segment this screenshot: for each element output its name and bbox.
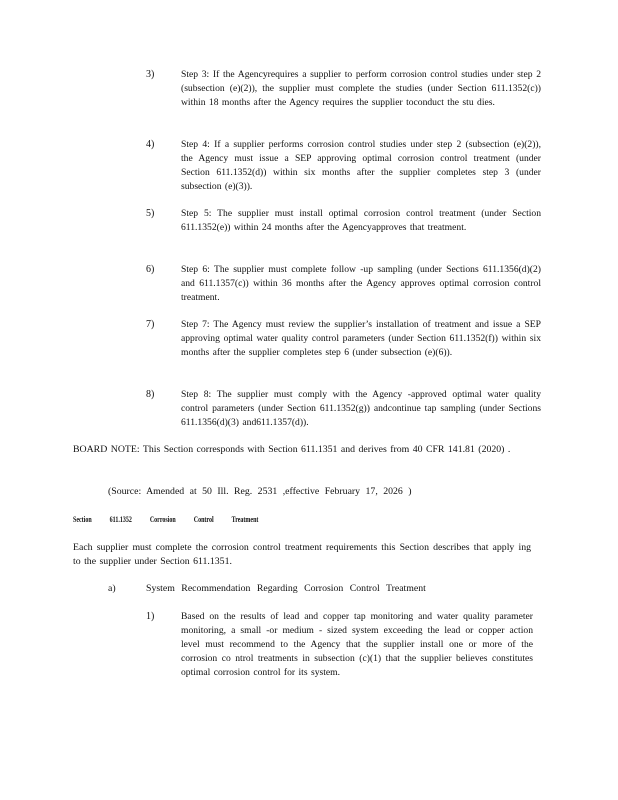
step-text: Step 8: The supplier must comply with the Agency -approved optimal water quality control parameters (under Section 611.1352(g)) andcontinue tap sampling (under Sections 611.1356(d)(3) and611.1357(d)). xyxy=(181,389,541,428)
step-number: 3) xyxy=(146,69,155,80)
item-number: 1) xyxy=(146,611,155,622)
step-text: Step 5: The supplier must install optimal corrosion control treatment (under Section 611.1352(e)) within 24 months after the Agencyapproves that treatment. xyxy=(181,208,541,233)
subsection-a-label: a) xyxy=(108,583,116,594)
section-title-word: Control xyxy=(193,515,214,524)
intro-paragraph: Each supplier must complete the corrosion control treatment requirements this Section describes that apply ing to the supplier under Section 611.1351. xyxy=(73,542,531,567)
step-number: 7) xyxy=(146,319,155,330)
section-title-word: Treatment xyxy=(231,515,259,524)
step-number: 5) xyxy=(146,208,155,219)
source-note: (Source: Amended at 50 Ill. Reg. 2531 ,effective February 17, 2026 ) xyxy=(108,486,412,497)
subsection-a-title: System Recommendation Regarding Corrosion Control Treatment xyxy=(146,583,426,594)
section-number: 611.1352 xyxy=(109,515,132,524)
section-heading xyxy=(73,514,298,526)
board-note: BOARD NOTE: This Section corresponds with Section 611.1351 and derives from 40 CFR 141.81 (2020) . xyxy=(73,444,511,455)
step-number: 4) xyxy=(146,139,155,150)
step-text: Step 7: The Agency must review the supplier’s installation of treatment and issue a SEP approving optimal water quality control parameters (under Section 611.1352(f)) within six months after the supplier completes step 6 (under subsection (e)(6)). xyxy=(181,319,541,358)
step-text: Step 3: If the Agencyrequires a supplier to perform corrosion control studies under step 2 (subsection (e)(2)), the supplier must complete the studies (under Section 611.1352(c)) within 18 months after the Agency requires the supplier toconduct the stu dies. xyxy=(181,69,541,108)
section-label: Section xyxy=(73,515,92,524)
step-text: Step 6: The supplier must complete follow -up sampling (under Sections 611.1356(d)(2) and 611.1357(c)) within 36 months after the Agency approves optimal corrosion control treatment. xyxy=(181,264,541,303)
step-text: Step 4: If a supplier performs corrosion control studies under step 2 (subsection (e)(2)), the Agency must issue a SEP approving optimal corrosion control treatment (under Section 611.1352(d)) within six months after the supplier completes step 3 (under subsection (e)(3)). xyxy=(181,139,541,192)
step-number: 6) xyxy=(146,264,155,275)
section-title-word: Corrosion xyxy=(149,515,176,524)
item-text: Based on the results of lead and copper tap monitoring and water quality parameter monitoring, a small -or medium - sized system exceeding the lead or copper action level must recommend to the Agency that the supplier install one or more of the corrosion co ntrol treatments in subsection (c)(1) that the supplier believes constitutes optimal corrosion control for its system. xyxy=(181,611,533,678)
step-number: 8) xyxy=(146,389,155,400)
